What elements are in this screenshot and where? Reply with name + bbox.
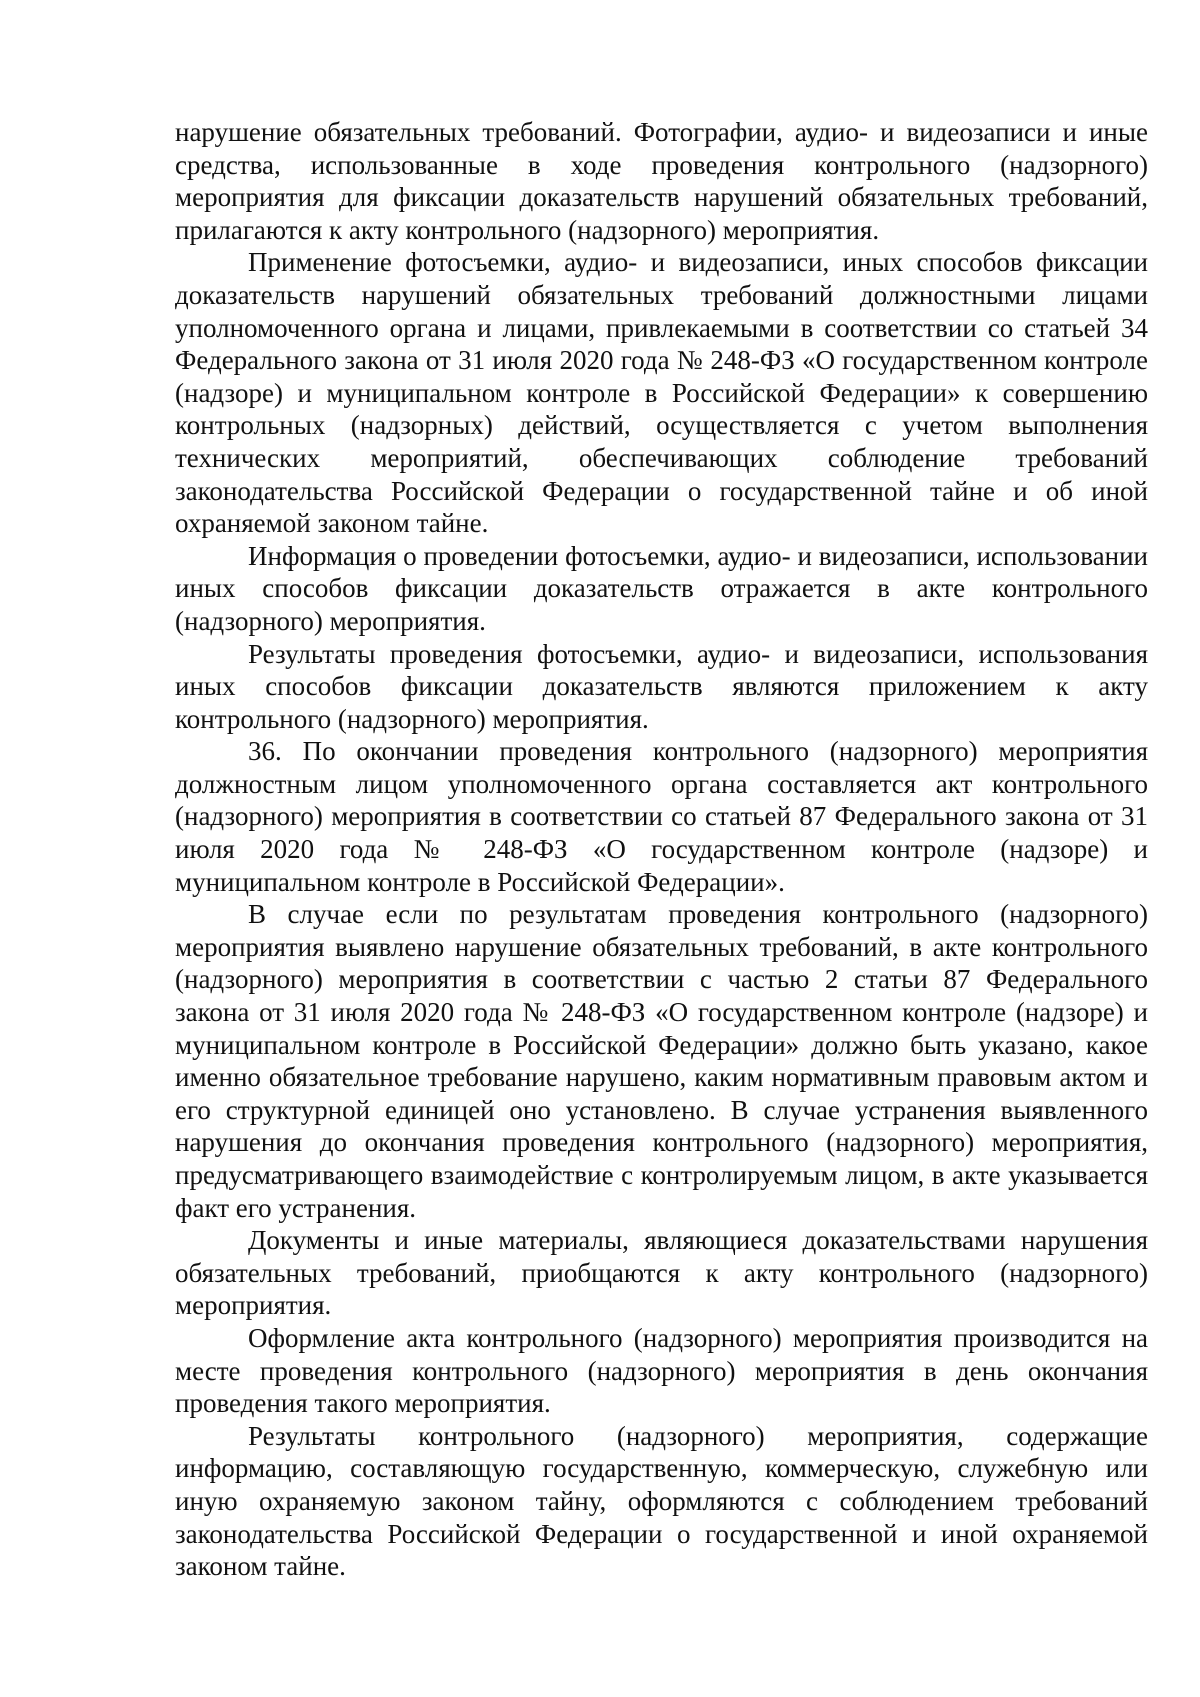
document-body — [175, 116, 1148, 1583]
paragraph-photo-results: Результаты проведения фотосъемки, аудио- и видеозаписи, использования иных способов фиксации доказательств являются приложением к акту контрольного (надзорного) мероприятия. — [175, 638, 1148, 734]
paragraph-photo-usage: Применение фотосъемки, аудио- и видеозаписи, иных способов фиксации доказательств нарушений обязательных требований должностными лицами уполномоченного органа и лицами, привлекаемыми в соответствии со статьей 34 Федерального закона от 31 июля 2020 года № 248-ФЗ «О государственном контроле (надзоре) и муниципальном контроле в Российской Федерации» к совершению контрольных (надзорных) действий, осуществляется с учетом выполнения технических мероприятий, обеспечивающих соблюдение требований законодательства Российской Федерации о государственной тайне и об иной охраняемой законом тайне. — [175, 247, 1148, 539]
paragraph-clause-36: 36. По окончании проведения контрольного (надзорного) мероприятия должностным лицом уполномоченного органа составляется акт контрольного (надзорного) мероприятия в соответствии со статьей 87 Федерального закона от 31 июля 2020 года № 248-ФЗ «О государственном контроле (надзоре) и муниципальном контроле в Российской Федерации». — [175, 736, 1148, 897]
paragraph-photo-attachments: нарушение обязательных требований. Фотографии, аудио- и видеозаписи и иные средства, использованные в ходе проведения контрольного (надзорного) мероприятия для фиксации доказательств нарушений обязательных требований, прилагаются к акту контрольного (надзорного) мероприятия. — [175, 117, 1148, 245]
paragraph-secret-results: Результаты контрольного (надзорного) мероприятия, содержащие информацию, составляющую государственную, коммерческую, служебную или иную охраняемую законом тайну, оформляются с соблюдением требований законодательства Российской Федерации о государственной и иной охраняемой законом тайне. — [175, 1420, 1148, 1582]
paragraph-evidence-documents: Документы и иные материалы, являющиеся доказательствами нарушения обязательных требований, приобщаются к акту контрольного (надзорного) мероприятия. — [175, 1225, 1148, 1321]
paragraph-photo-info: Информация о проведении фотосъемки, аудио- и видеозаписи, использовании иных способов фиксации доказательств отражается в акте контрольного (надзорного) мероприятия. — [175, 540, 1148, 636]
paragraph-act-preparation: Оформление акта контрольного (надзорного) мероприятия производится на месте проведения контрольного (надзорного) мероприятия в день окончания проведения такого мероприятия. — [175, 1322, 1148, 1419]
paragraph-violation-case: В случае если по результатам проведения контрольного (надзорного) мероприятия выявлено нарушение обязательных требований, в акте контрольного (надзорного) мероприятия в соответствии с частью 2 статьи 87 Федерального закона от 31 июля 2020 года № 248-ФЗ «О государственном контроле (надзоре) и муниципальном контроле в Российской Федерации» должно быть указано, какое именно обязательное требование нарушено, каким нормативным правовым актом и его структурной единицей оно установлено. В случае устранения выявленного нарушения до окончания проведения контрольного (надзорного) мероприятия, предусматривающего взаимодействие с контролируемым лицом, в акте указывается факт его устранения. — [175, 899, 1148, 1223]
